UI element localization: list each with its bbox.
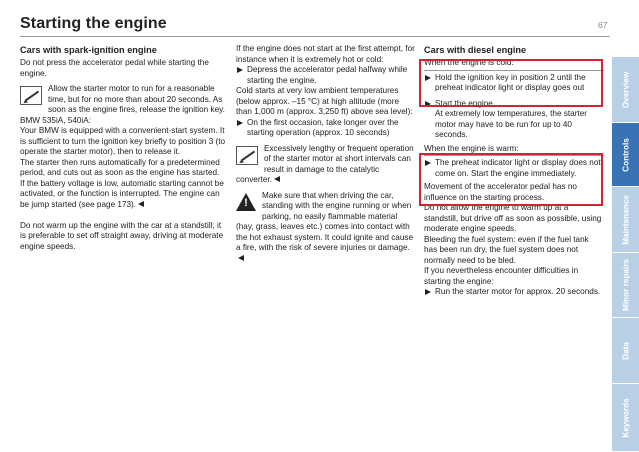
list-item-detail: At extremely low temperatures, the starter motor may have to be run for up to 40 seconds. — [435, 109, 587, 139]
page-title: Starting the engine — [20, 15, 167, 32]
page-number: 67 — [598, 20, 608, 30]
paragraph: Do not warm up the engine with the car at a standstill; it is preferable to set off straight away, driving at moderate engine speeds. — [20, 220, 224, 251]
end-of-section-icon — [138, 201, 144, 207]
list-item-text: The preheat indicator light or display does not come on. Start the engine immediately. — [435, 158, 601, 178]
sidebar-tab-data[interactable]: Data — [612, 318, 639, 384]
list-item — [236, 118, 415, 139]
paragraph: Bleeding the fuel system: even if the fuel tank has been run dry, the fuel system does not normally need to be bled. — [424, 234, 589, 265]
sidebar-tab-maintenance[interactable]: Maintenance — [612, 187, 639, 253]
paragraph: BMW 535iA, 540iA: — [20, 115, 91, 125]
sidebar-tab-controls[interactable]: Controls — [612, 123, 639, 187]
note-text: Allow the starter motor to run for a reasonable time, but for no more than about 20 seconds. As soon as the engine fires, release the ignition key. — [48, 84, 225, 114]
bullet-arrow-icon — [425, 289, 431, 295]
note-block — [236, 144, 415, 186]
paragraph: Movement of the accelerator pedal has no influence on the starting process. — [424, 182, 577, 202]
paragraph: Do not press the accelerator pedal while starting the engine. — [20, 58, 209, 78]
warning-text: Make sure that when driving the car, standing with the engine running or when parking, no easily flammable material (hay, grass, leaves etc.) comes into contact with the hot exhaust system. It could ignite and cause a fire, with the risk of severe injuries or damage. — [236, 190, 414, 252]
pencil-note-icon — [236, 146, 258, 165]
highlight-box-cold-engine — [419, 59, 603, 107]
paragraph-text: If the battery voltage is low, automatic starting cannot be activated, or the function is interrupted. The engine can be jump started (see page 173). — [20, 178, 224, 209]
paragraph: Your BMW is equipped with a convenient-start system. It is sufficient to turn the ignition key briefly to position 3 (to operate the starter motor), then to release it. — [20, 126, 226, 156]
list-item-text: Hold the ignition key in position 2 until the preheat indicator light or display goes out — [435, 72, 586, 92]
middle-column — [236, 44, 415, 264]
title-divider — [20, 36, 610, 37]
chapter-sidebar — [612, 57, 639, 452]
sidebar-tab-keywords[interactable]: Keywords — [612, 384, 639, 452]
end-of-section-icon — [238, 255, 244, 261]
highlight-box-warm-engine — [419, 153, 603, 206]
note-block — [20, 84, 227, 116]
left-column — [20, 44, 227, 252]
sidebar-tab-minor-repairs[interactable]: Minor repairs — [612, 253, 639, 318]
bullet-arrow-icon — [237, 67, 243, 73]
warning-triangle-icon: ! — [236, 193, 256, 211]
bullet-arrow-icon — [237, 120, 243, 126]
section-heading-spark-ignition: Cars with spark-ignition engine — [20, 45, 157, 55]
sidebar-tab-overview[interactable]: Overview — [612, 57, 639, 123]
list-item-text: Depress the accelerator pedal halfway while starting the engine. — [247, 65, 408, 85]
list-item-text: On the first occasion, take longer over the starting operation (approx. 10 seconds) — [247, 117, 399, 137]
paragraph: If you nevertheless encounter difficulties in starting the engine: — [424, 266, 579, 286]
cold-engine-label: When the engine is cold: — [424, 58, 604, 71]
list-item — [424, 287, 604, 298]
warning-block — [236, 191, 415, 265]
section-heading-diesel: Cars with diesel engine — [424, 45, 527, 55]
pencil-note-icon — [20, 86, 42, 105]
list-item-text: Start the engine. — [435, 98, 496, 108]
paragraph: Do not allow the engine to warm up at a standstill, but drive off as soon as possible, using moderate engine speeds. — [424, 203, 602, 233]
paragraph: The starter then runs automatically for a predetermined period, and cuts out as soon as the engine has started. — [20, 157, 220, 177]
paragraph: If the engine does not start at the first attempt, for instance when it is extremely hot or cold: — [236, 44, 415, 64]
paragraph: Cold starts at very low ambient temperatures (below approx. –15 °C) at high altitude (more than 1,000 m (approx. 3,250 ft) above sea level): — [236, 86, 413, 116]
paragraph — [20, 179, 227, 211]
list-item-text: Run the starter motor for approx. 20 seconds. — [435, 287, 601, 296]
list-item — [236, 65, 415, 86]
note-text: Excessively lengthy or frequent operation of the starter motor at short intervals can result in damage to the catalytic converter. — [236, 143, 414, 184]
end-of-section-icon — [274, 176, 280, 182]
warm-engine-label: When the engine is warm: — [424, 144, 604, 157]
